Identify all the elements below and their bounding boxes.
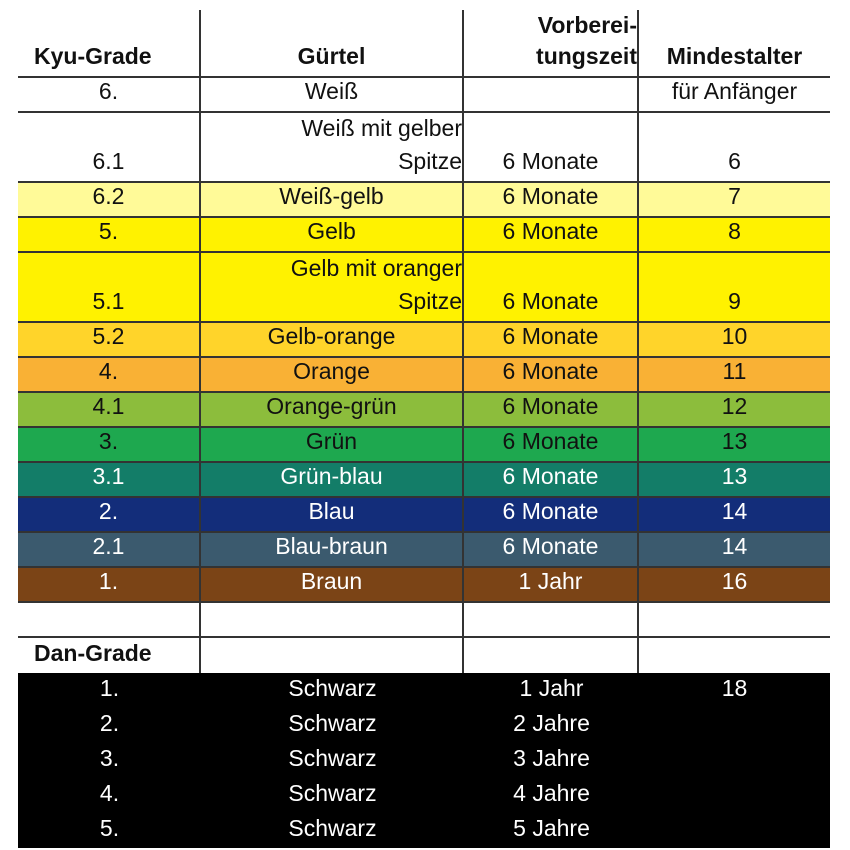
belt-line1: Weiß mit gelber [301,115,462,141]
preparation-time-cell: 3 Jahre [513,745,590,771]
preparation-time-cell: 6 Monate [464,428,639,461]
belt-cell: Blau [201,498,464,531]
preparation-time-cell: 6 Monate [464,498,639,531]
table-row [18,568,830,603]
header-vorbereitungszeit-line2: tungszeit [536,43,637,69]
dan-grade-label: Dan-Grade [18,638,201,673]
kyu-grade-cell: 2.1 [18,533,201,566]
dan-grade-cell: 5. [99,815,120,841]
table-row [18,708,830,743]
belt-cell [201,113,464,181]
minimum-age-cell: 6 [728,148,741,174]
table-header-row [18,10,830,78]
preparation-time-cell: 4 Jahre [513,780,590,806]
header-mindestalter: Mindestalter [666,43,803,69]
belt-cell: Braun [201,568,464,601]
minimum-age-cell [639,778,830,813]
header-guertel: Gürtel [201,10,464,76]
preparation-time-cell [464,78,639,111]
minimum-age-cell: 8 [728,218,741,244]
belt-cell: Grün [201,428,464,461]
minimum-age-cell: 11 [722,358,747,384]
belt-cell: Schwarz [288,745,377,771]
kyu-grade-cell: 5. [18,218,201,251]
preparation-time-cell: 2 Jahre [513,710,590,736]
table-row [18,778,830,813]
belt-cell: Gelb [201,218,464,251]
preparation-time-cell: 6 Monate [464,358,639,391]
belt-cell: Schwarz [288,815,377,841]
table-row [18,358,830,393]
minimum-age-cell [639,743,830,778]
minimum-age-cell: für Anfänger [671,78,798,104]
minimum-age-cell [639,813,830,848]
preparation-time-cell: 6 Monate [464,253,639,321]
table-row [18,323,830,358]
minimum-age-cell: 16 [721,568,748,594]
table-row [18,78,830,113]
belt-cell: Orange [201,358,464,391]
belt-cell: Gelb-orange [201,323,464,356]
header-vorbereitungszeit [464,10,639,76]
preparation-time-cell: 6 Monate [464,113,639,181]
belt-cell: Orange-grün [201,393,464,426]
dan-grade-cell: 1. [99,675,120,701]
table-row [18,183,830,218]
kyu-grade-cell: 5.1 [18,253,201,321]
minimum-age-cell: 13 [721,428,748,454]
kyu-grade-cell: 6.1 [18,113,201,181]
preparation-time-cell: 6 Monate [464,393,639,426]
table-row [18,673,830,708]
table-row [18,463,830,498]
spacer-row [18,603,830,638]
dan-grade-cell: 2. [99,710,120,736]
kyu-grade-cell: 6. [18,78,201,111]
kyu-grade-cell: 2. [18,498,201,531]
preparation-time-cell: 1 Jahr [464,568,639,601]
belt-cell: Blau-braun [201,533,464,566]
dan-grade-rows [18,673,830,848]
kyu-grade-rows [18,78,830,603]
minimum-age-cell: 18 [721,675,748,701]
minimum-age-cell: 10 [721,323,748,349]
belt-grade-table [18,10,830,848]
preparation-time-cell: 6 Monate [464,533,639,566]
belt-cell [201,253,464,321]
kyu-grade-cell: 1. [18,568,201,601]
kyu-grade-cell: 4.1 [18,393,201,426]
dan-grade-cell: 3. [99,745,120,771]
belt-cell: Weiß [201,78,464,111]
preparation-time-cell: 5 Jahre [513,815,590,841]
header-kyu-grade: Kyu-Grade [18,10,201,76]
table-row [18,393,830,428]
minimum-age-cell [639,708,830,743]
kyu-grade-cell: 3.1 [18,463,201,496]
kyu-grade-cell: 5.2 [18,323,201,356]
kyu-grade-cell: 3. [18,428,201,461]
preparation-time-cell: 6 Monate [464,218,639,251]
dan-grade-cell: 4. [99,780,120,806]
kyu-grade-cell: 4. [18,358,201,391]
table-row [18,498,830,533]
belt-cell: Schwarz [288,710,377,736]
minimum-age-cell: 14 [721,498,748,524]
table-row [18,743,830,778]
preparation-time-cell: 1 Jahr [519,675,584,701]
table-row [18,813,830,848]
table-row [18,533,830,568]
belt-cell: Schwarz [288,675,377,701]
table-row [18,113,830,183]
preparation-time-cell: 6 Monate [464,183,639,216]
belt-line2: Spitze [398,148,462,174]
belt-line1: Gelb mit oranger [290,255,462,281]
preparation-time-cell: 6 Monate [464,323,639,356]
minimum-age-cell: 9 [728,288,741,314]
table-row [18,428,830,463]
belt-cell: Schwarz [288,780,377,806]
minimum-age-cell: 12 [721,393,748,419]
minimum-age-cell: 13 [721,463,748,489]
table-row [18,253,830,323]
belt-cell: Grün-blau [201,463,464,496]
dan-grade-label-row [18,638,830,673]
belt-cell: Weiß-gelb [201,183,464,216]
table-row [18,218,830,253]
preparation-time-cell: 6 Monate [464,463,639,496]
minimum-age-cell: 7 [728,183,741,209]
minimum-age-cell: 14 [721,533,748,559]
belt-line2: Spitze [398,288,462,314]
header-vorbereitungszeit-line1: Vorberei- [537,12,637,38]
kyu-grade-cell: 6.2 [18,183,201,216]
